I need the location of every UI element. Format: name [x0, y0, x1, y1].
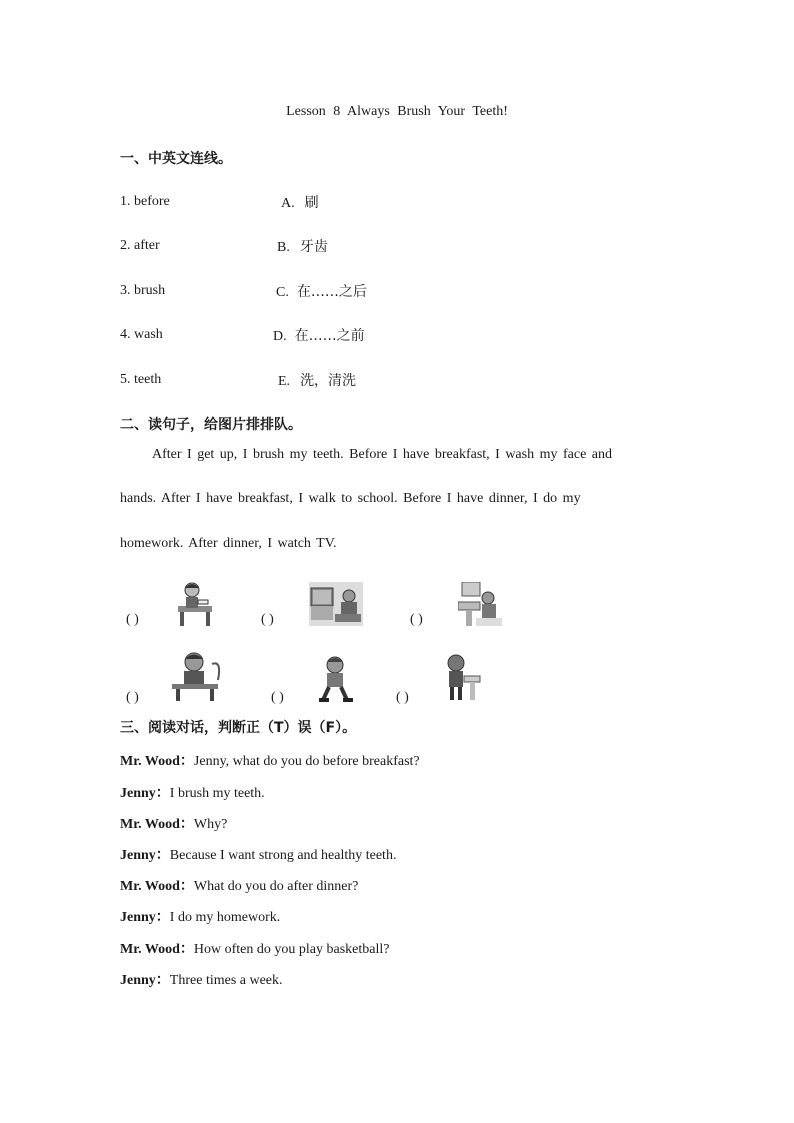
match-right-letter: E.: [278, 374, 291, 389]
match-right-e: [278, 370, 356, 390]
match-right-meaning: 刷: [304, 195, 319, 211]
speaker-label: Mr. Wood：: [120, 879, 194, 894]
dialogue-line-6: [120, 906, 280, 926]
order-blank-3[interactable]: ( ): [410, 612, 423, 627]
match-left-4: 4. wash: [120, 327, 163, 342]
dialogue-text: Because I want strong and healthy teeth.: [169, 848, 397, 863]
match-left-5: 5. teeth: [120, 372, 162, 387]
dialogue-line-4: [120, 844, 396, 864]
speaker-label: Mr. Wood：: [120, 942, 194, 957]
match-right-meaning: 洗，清洗: [300, 373, 357, 389]
dialogue-text: Three times a week.: [169, 973, 283, 988]
tv-watching-icon: [309, 582, 363, 626]
dialogue-text: I brush my teeth.: [169, 786, 265, 801]
brushing-teeth-icon: [446, 654, 482, 702]
dialogue-line-3: [120, 813, 227, 833]
section3-heading: 三、阅读对话，判断正（T）误（F）。: [120, 720, 357, 736]
dialogue-line-5: [120, 875, 358, 895]
speaker-label: Jenny：: [120, 786, 170, 801]
speaker-label: Mr. Wood：: [120, 754, 194, 769]
reading-line-2: hands. After I have breakfast, I walk to school. Before I have dinner, I do my: [120, 491, 581, 506]
match-right-b: [277, 236, 328, 256]
section2-heading: 二、读句子，给图片排排队。: [120, 417, 302, 433]
speaker-label: Jenny：: [120, 973, 170, 988]
match-right-meaning: 在……之后: [296, 284, 367, 300]
speaker-label: Jenny：: [120, 848, 170, 863]
dialogue-text: Jenny, what do you do before breakfast?: [193, 754, 420, 769]
order-blank-1[interactable]: ( ): [126, 612, 139, 627]
match-right-meaning: 在……之前: [294, 328, 365, 344]
breakfast-table-icon: [172, 650, 224, 702]
dialogue-text: What do you do after dinner?: [193, 879, 359, 894]
match-right-a: [281, 192, 319, 212]
match-right-letter: A.: [281, 196, 295, 211]
speaker-label: Mr. Wood：: [120, 817, 194, 832]
dialogue-line-1: [120, 750, 420, 770]
reading-line-3: homework. After dinner, I watch TV.: [120, 536, 337, 551]
match-right-d: [273, 325, 365, 345]
match-right-c: [276, 281, 367, 301]
washing-face-icon: [458, 582, 502, 628]
match-right-letter: B.: [277, 240, 290, 255]
section1-heading: 一、中英文连线。: [120, 151, 232, 167]
walking-boy-icon: [317, 656, 355, 704]
match-left-2: 2. after: [120, 238, 160, 253]
dialogue-text: How often do you play basketball?: [193, 942, 390, 957]
order-blank-6[interactable]: ( ): [396, 690, 409, 705]
match-right-meaning: 牙齿: [299, 239, 328, 255]
match-right-letter: D.: [273, 329, 287, 344]
match-left-3: 3. brush: [120, 283, 166, 298]
order-blank-5[interactable]: ( ): [271, 690, 284, 705]
reading-line-1: After I get up, I brush my teeth. Before I have breakfast, I wash my face and: [152, 447, 612, 462]
match-right-letter: C.: [276, 285, 289, 300]
speaker-label: Jenny：: [120, 910, 170, 925]
desk-homework-icon: [172, 578, 220, 628]
dialogue-line-8: [120, 969, 283, 989]
dialogue-text: I do my homework.: [169, 910, 281, 925]
order-blank-2[interactable]: ( ): [261, 612, 274, 627]
dialogue-text: Why?: [193, 817, 228, 832]
dialogue-line-2: [120, 782, 265, 802]
order-blank-4[interactable]: ( ): [126, 690, 139, 705]
dialogue-line-7: [120, 938, 389, 958]
page-title: Lesson 8 Always Brush Your Teeth!: [286, 104, 508, 119]
match-left-1: 1. before: [120, 194, 170, 209]
